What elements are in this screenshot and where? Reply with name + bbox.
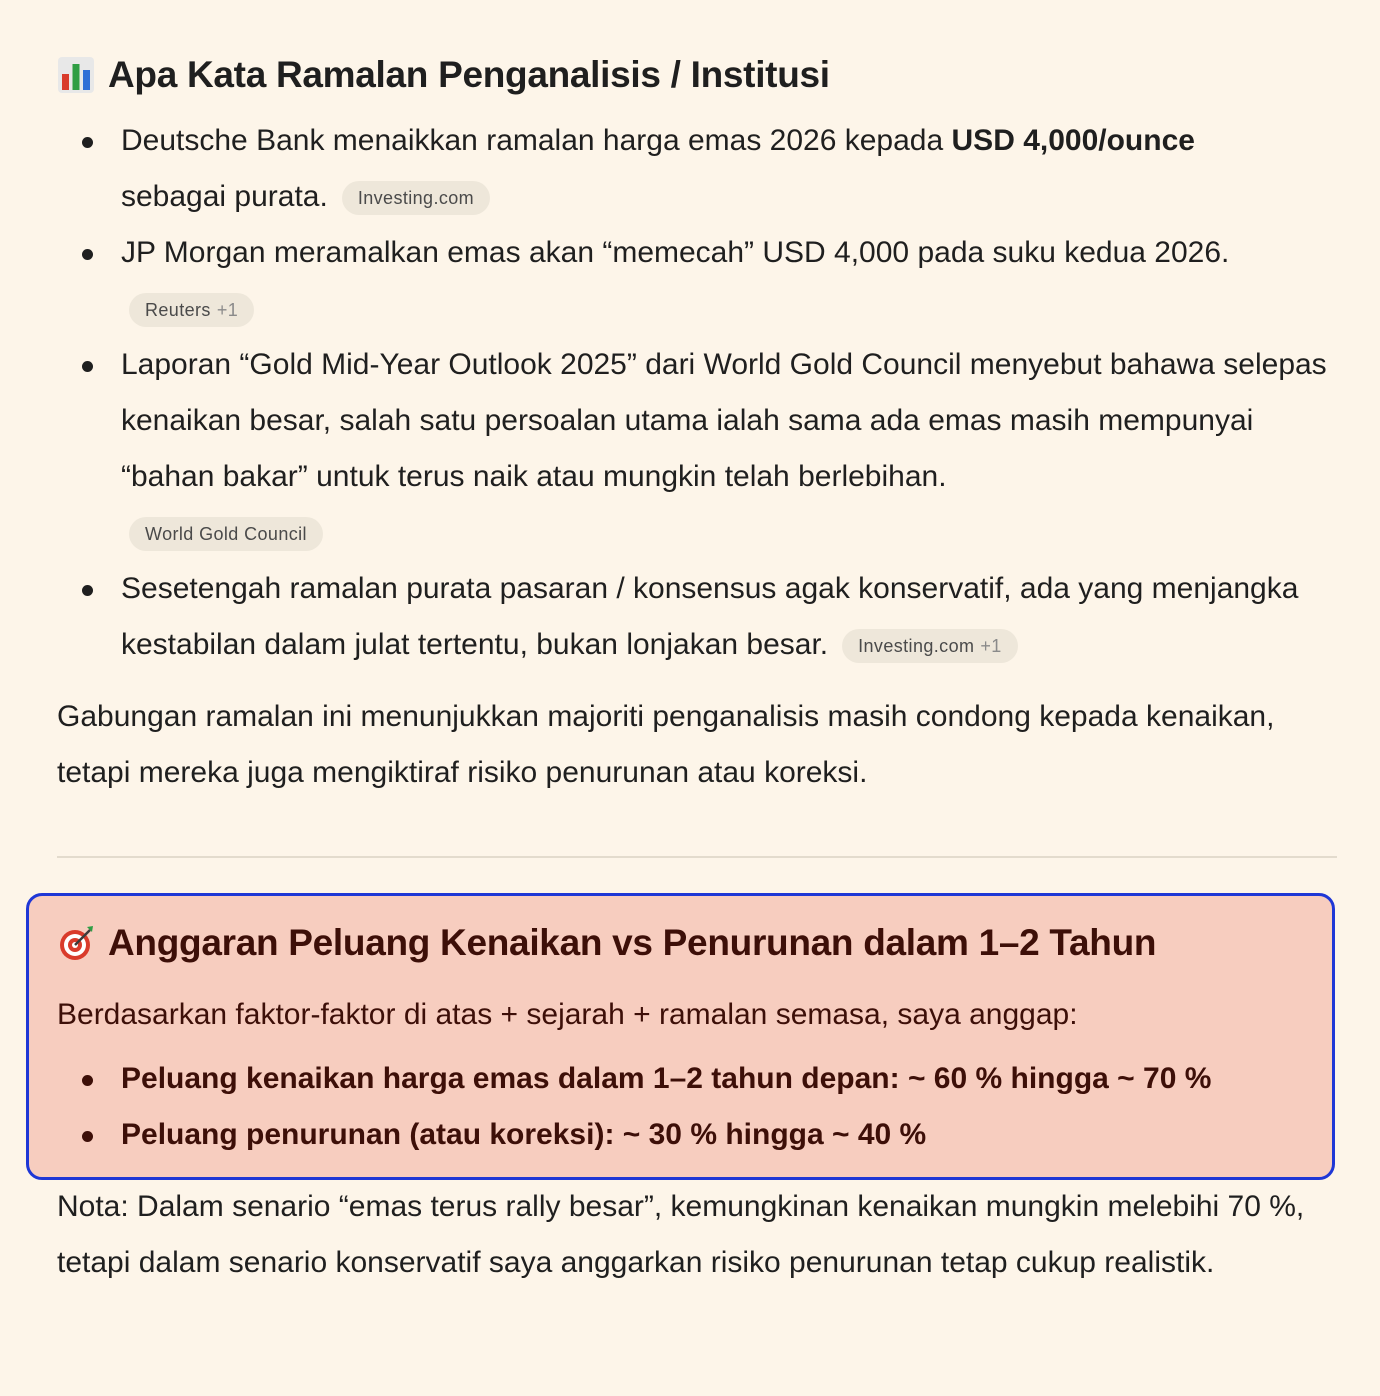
list-item-text: JP Morgan meramalkan emas akan “memecah” USD 4,000 pada suku kedua 2026.	[121, 236, 1230, 269]
section-heading-probability	[57, 922, 1156, 964]
source-name: Reuters	[145, 300, 211, 321]
section-title: Apa Kata Ramalan Penganalisis / Institusi	[108, 54, 830, 95]
note-paragraph: Nota: Dalam senario “emas terus rally besar”, kemungkinan kenaikan mungkin melebihi 70 %, tetapi dalam senario konservatif saya anggarkan risiko penurunan tetap cukup realistik.	[57, 1190, 1305, 1279]
source-count: +1	[216, 300, 239, 321]
source-name: Investing.com	[858, 636, 975, 657]
probability-value: : ~ 30 % hingga ~ 40 %	[604, 1118, 927, 1151]
citation-row	[121, 281, 1340, 337]
source-citation-pill[interactable]	[342, 181, 490, 215]
summary-paragraph: Gabungan ramalan ini menunjukkan majoriti penganalisis masih condong kepada kenaikan, tetapi mereka juga mengiktiraf risiko penurunan atau koreksi.	[57, 700, 1275, 789]
section-heading-forecasts	[57, 54, 830, 96]
probability-value: : ~ 60 % hingga ~ 70 %	[889, 1062, 1212, 1095]
bullet-dot	[82, 585, 93, 596]
section-title: Anggaran Peluang Kenaikan vs Penurunan dalam 1–2 Tahun	[108, 922, 1157, 963]
list-item	[0, 1107, 1380, 1163]
forecast-list	[0, 113, 1380, 673]
bar-chart-icon	[57, 56, 95, 94]
citation-row	[121, 505, 1340, 561]
list-item-text: Sesetengah ramalan purata pasaran / konsensus agak konservatif, ada yang menjangka kestabilan dalam julat tertentu, bukan lonjakan besar.	[121, 572, 1299, 661]
source-name: Investing.com	[357, 188, 475, 209]
probability-list	[0, 1051, 1380, 1163]
list-item	[0, 113, 1380, 225]
target-dart-icon	[57, 924, 95, 962]
source-name: World Gold Council	[145, 524, 307, 545]
probability-label: Peluang kenaikan harga emas dalam 1–2 tahun depan	[121, 1062, 890, 1095]
list-item-text: sebagai purata.	[121, 180, 328, 213]
source-citation-pill[interactable]	[129, 517, 323, 551]
list-item-bold: USD 4,000/ounce	[951, 124, 1195, 157]
source-citation-pill[interactable]	[842, 629, 1018, 663]
intro-paragraph: Berdasarkan faktor-faktor di atas + sejarah + ramalan semasa, saya anggap:	[57, 998, 1078, 1031]
section-divider	[57, 856, 1337, 858]
source-count: +1	[980, 636, 1002, 657]
list-item	[0, 1051, 1380, 1107]
list-item-text: Deutsche Bank menaikkan ramalan harga emas 2026 kepada	[121, 124, 952, 157]
probability-label: Peluang penurunan (atau koreksi)	[121, 1118, 605, 1151]
list-item	[0, 225, 1380, 337]
bullet-dot	[82, 1075, 93, 1086]
bullet-dot	[82, 361, 93, 372]
bullet-dot	[82, 137, 93, 148]
list-item	[0, 337, 1380, 561]
bullet-dot	[82, 1131, 93, 1142]
source-citation-pill[interactable]	[129, 293, 254, 327]
bullet-dot	[82, 249, 93, 260]
list-item	[0, 561, 1380, 673]
list-item-text: Laporan “Gold Mid-Year Outlook 2025” dari World Gold Council menyebut bahawa selepas kenaikan besar, salah satu persoalan utama ialah sama ada emas masih mempunyai “bahan bakar” untuk terus naik atau mungkin telah berlebihan.	[121, 348, 1327, 493]
